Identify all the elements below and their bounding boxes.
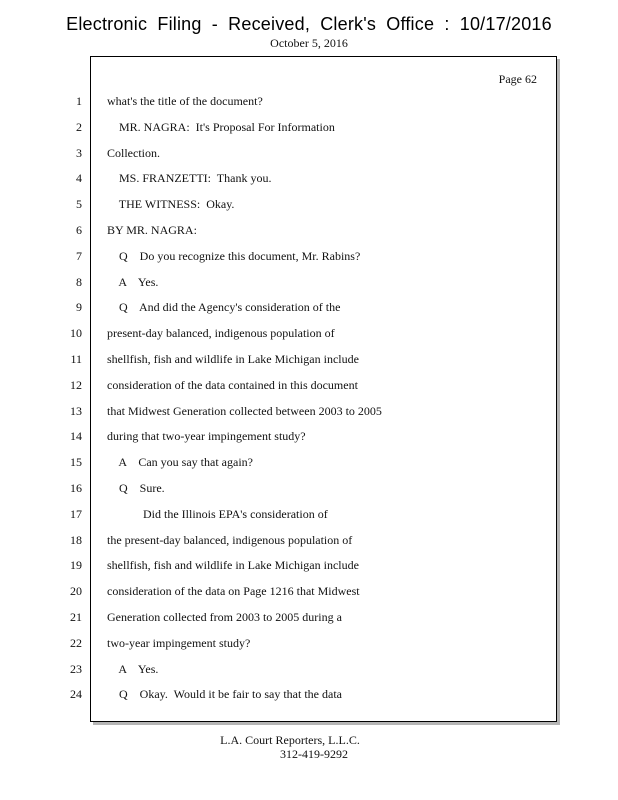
line-number: 17 bbox=[70, 506, 82, 521]
line-number: 15 bbox=[70, 455, 82, 470]
line-number: 23 bbox=[70, 661, 82, 676]
reporter-firm: L.A. Court Reporters, L.L.C. bbox=[220, 733, 360, 747]
transcript-line: consideration of the data contained in this document bbox=[107, 377, 358, 392]
line-number: 4 bbox=[76, 171, 82, 186]
transcript-line: shellfish, fish and wildlife in Lake Michigan include bbox=[107, 558, 359, 573]
line-number: 10 bbox=[70, 326, 82, 341]
line-number: 14 bbox=[70, 429, 82, 444]
transcript-line: Q Sure. bbox=[107, 480, 165, 495]
line-number: 7 bbox=[76, 248, 82, 263]
transcript-line: Collection. bbox=[107, 145, 160, 160]
line-number: 20 bbox=[70, 584, 82, 599]
transcript-line: Generation collected from 2003 to 2005 during a bbox=[107, 609, 342, 624]
transcript-line: THE WITNESS: Okay. bbox=[107, 197, 235, 212]
line-number: 19 bbox=[70, 558, 82, 573]
line-number: 1 bbox=[76, 94, 82, 108]
transcript-line: BY MR. NAGRA: bbox=[107, 222, 197, 237]
transcript-line: that Midwest Generation collected between 2003 to 2005 bbox=[107, 403, 382, 418]
reporter-phone: 312-419-9292 bbox=[280, 747, 348, 761]
transcript-line: consideration of the data on Page 1216 that Midwest bbox=[107, 584, 360, 599]
transcript-date: October 5, 2016 bbox=[270, 36, 348, 50]
transcript-line: the present-day balanced, indigenous population of bbox=[107, 532, 353, 547]
line-number: 21 bbox=[70, 609, 82, 624]
transcript-text bbox=[107, 89, 547, 708]
transcript-line: Q Okay. Would it be fair to say that the data bbox=[107, 687, 342, 702]
transcript-line: A Yes. bbox=[107, 274, 159, 289]
line-number: 22 bbox=[70, 635, 82, 650]
line-number: 12 bbox=[70, 377, 82, 392]
transcript-line: Q And did the Agency's consideration of the bbox=[107, 300, 341, 315]
page-number: Page 62 bbox=[498, 72, 537, 86]
filing-stamp: Electronic Filing - Received, Clerk's Office : 10/17/2016 bbox=[66, 14, 552, 34]
transcript-line: what's the title of the document? bbox=[107, 94, 263, 108]
transcript-line: during that two-year impingement study? bbox=[107, 429, 306, 444]
transcript-line: Q Do you recognize this document, Mr. Rabins? bbox=[107, 248, 361, 263]
line-number: 16 bbox=[70, 480, 82, 495]
transcript-line: MS. FRANZETTI: Thank you. bbox=[107, 171, 272, 186]
transcript-line: A Yes. bbox=[107, 661, 159, 676]
line-number: 6 bbox=[76, 222, 82, 237]
transcript-line: A Can you say that again? bbox=[107, 455, 253, 470]
line-number: 2 bbox=[76, 119, 82, 134]
transcript-line: two-year impingement study? bbox=[107, 635, 251, 650]
line-number: 9 bbox=[76, 300, 82, 315]
line-number-column bbox=[52, 89, 82, 708]
line-number: 24 bbox=[70, 687, 82, 702]
transcript-line: present-day balanced, indigenous population of bbox=[107, 326, 335, 341]
line-number: 11 bbox=[70, 351, 82, 366]
line-number: 13 bbox=[70, 403, 82, 418]
line-number: 18 bbox=[70, 532, 82, 547]
transcript-line: Did the Illinois EPA's consideration of bbox=[107, 506, 328, 521]
transcript-line: MR. NAGRA: It's Proposal For Information bbox=[107, 119, 335, 134]
line-number: 3 bbox=[76, 145, 82, 160]
transcript-line: shellfish, fish and wildlife in Lake Michigan include bbox=[107, 351, 359, 366]
line-number: 8 bbox=[76, 274, 82, 289]
line-number: 5 bbox=[76, 197, 82, 212]
